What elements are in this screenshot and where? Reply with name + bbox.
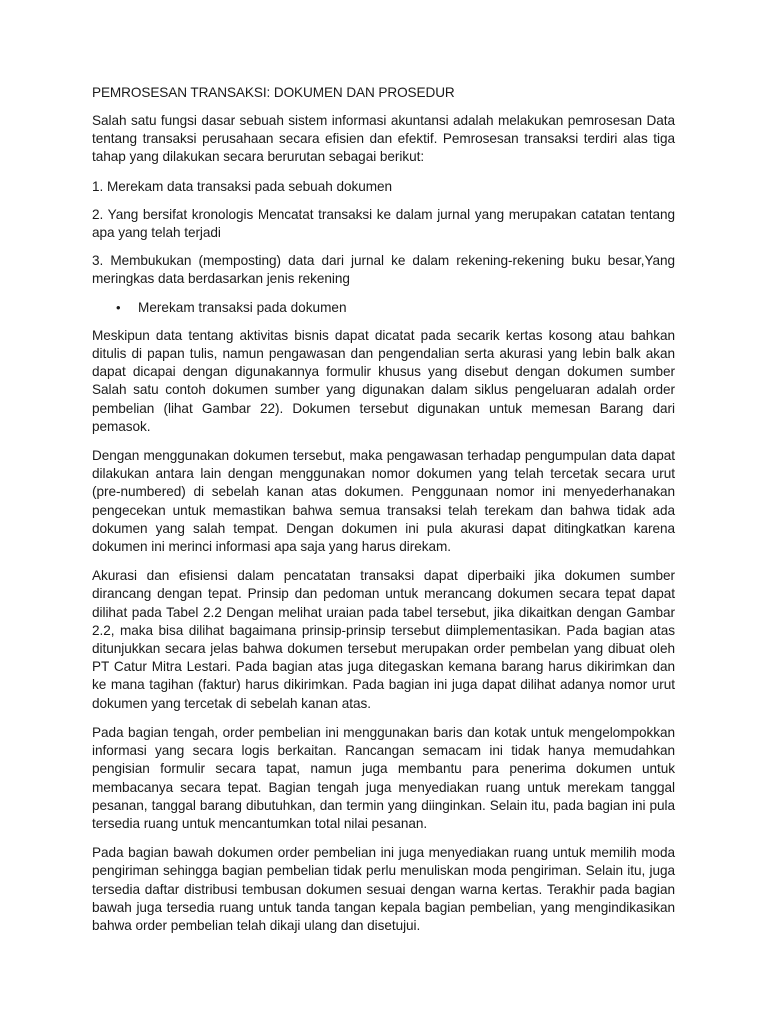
body-paragraph-5: Pada bagian bawah dokumen order pembelian ini juga menyediakan ruang untuk memilih moda pengiriman sehingga bagian pembelian tidak perlu menuliskan moda pengiriman. Selain itu, juga tersedia daftar distribusi tembusan dokumen sesuai dengan warna kertas. Terakhir pada bagian bawah juga tersedia ruang untuk tanda tangan kepala bagian pembelian, yang mengindikasikan bahwa order pembelian telah dikaji ulang dan disetujui. [92,845,675,933]
body-paragraph-1: Meskipun data tentang aktivitas bisnis dapat dicatat pada secarik kertas kosong atau bahkan ditulis di papan tulis, namun pengawasan dan pengendalian serta akurasi yang lebin balk akan dapat dicapai dengan digunakannya formulir khusus yang disebut dengan dokumen sumber Salah satu contoh dokumen sumber yang digunakan dalam siklus pengeluaran adalah order pembelian (lihat Gambar 22). Dokumen tersebut digunakan untuk memesan Barang dari pemasok. [92,327,675,434]
bullet-item [92,299,675,317]
step-1: 1. Merekam data transaksi pada sebuah dokumen [92,178,393,194]
body-paragraph-3: Akurasi dan efisiensi dalam pencatatan transaksi dapat diperbaiki jika dokumen sumber dirancang dengan tepat. Prinsip dan pedoman untuk merancang dokumen secara tepat dapat dilihat pada Tabel 2.2 Dengan melihat uraian pada tabel tersebut, jika dikaitkan dengan Gambar 2.2, maka bisa dilihat bagaimana prinsip-prinsip tersebut diimplementasikan. Pada bagian atas ditunjukkan secara jelas bahwa dokumen tersebut merupakan order pembelan yang dibuat oleh PT Catur Mitra Lestari. Pada bagian atas juga ditegaskan kemana barang harus dikirimkan dan ke mana tagihan (faktur) harus dikirimkan. Pada bagian ini juga dapat dilihat adanya nomor urut dokumen yang tercetak di sebelah kanan atas. [92,568,675,711]
document-title: PEMROSESAN TRANSAKSI: DOKUMEN DAN PROSEDUR [92,85,455,100]
step-2: 2. Yang bersifat kronologis Mencatat transaksi ke dalam jurnal yang merupakan catatan tentang apa yang telah terjadi [92,206,675,241]
body-paragraph-4: Pada bagian tengah, order pembelian ini menggunakan baris dan kotak untuk mengelompokkan informasi yang secara logis berkaitan. Rancangan semacam ini tidak hanya memudahkan pengisian formulir secara tapat, namun juga membantu para penerima dokumen untuk membacanya secara tepat. Bagian tengah juga menyediakan ruang untuk merekam tanggal pesanan, tanggal barang dibutuhkan, dan termin yang diinginkan. Selain itu, pada bagian ini pula tersedia ruang untuk mencantumkan total nilai pesanan. [92,724,675,831]
bullet-icon: • [116,299,121,315]
step-3: 3. Membukukan (memposting) data dari jurnal ke dalam rekening-rekening buku besar,Yang meringkas data berdasarkan jenis rekening [92,253,675,287]
bullet-text: Merekam transaksi pada dokumen [138,299,347,315]
intro-paragraph: Salah satu fungsi dasar sebuah sistem informasi akuntansi adalah melakukan pemrosesan Data tentang transaksi perusahaan secara efisien dan efektif. Pemrosesan transaksi terdiri alas tiga tahap yang dilakukan secara berurutan sebagai berikut: [92,113,675,165]
body-paragraph-2: Dengan menggunakan dokumen tersebut, maka pengawasan terhadap pengumpulan data dapat dilakukan antara lain dengan menggunakan nomor dokumen yang telah tercetak secara urut (pre-numbered) di sebelah kanan atas dokumen. Penggunaan nomor ini menyederhanakan pengecekan untuk memastikan bahwa semua transaksi telah terekam dan bahwa tidak ada dokumen yang salah tempat. Dengan dokumen ini pula akurasi dapat ditingkatkan karena dokumen ini merinci informasi apa saja yang harus direkam. [92,448,675,555]
